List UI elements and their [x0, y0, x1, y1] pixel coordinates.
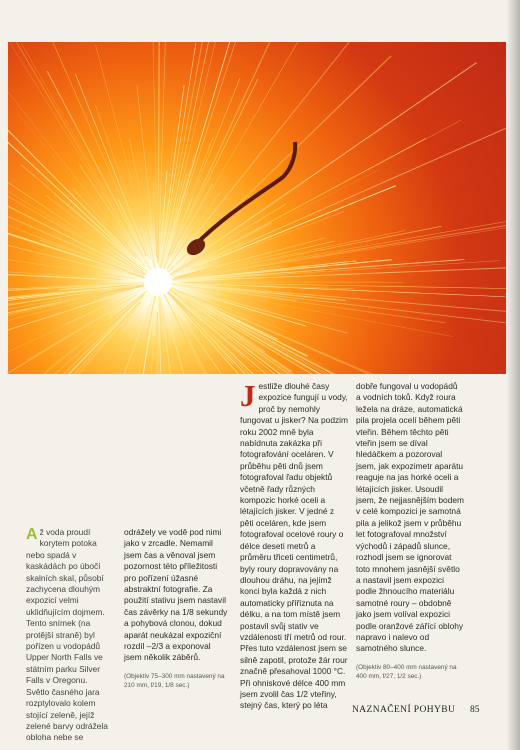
spark-streak — [26, 299, 141, 374]
spark-streak — [47, 71, 154, 275]
spark-streak — [174, 235, 239, 272]
spark-streak — [8, 291, 147, 374]
intro-dropcap: A — [26, 526, 38, 543]
spark-streak — [8, 167, 149, 277]
running-footer: NAZNAČENÍ POHYBU — [352, 705, 456, 715]
sparks-story-text: estliže dlouhé časy expozice fungují u vody, proč by nemohly fungovat u jisker? Na podzim roku 2002 mně byla nabídnuta zakázka při fotografování oceláren. V průběhu pěti dnů jsem fotografoval řadu objektů včetně řady různých kompozic horké oceli a létajících jisker. V jedné z pěti oceláren, kde jsem fotografoval ocelové roury o délce deseti metrů a průměru třiceti centimetrů, byly roury dopravovány na dlouhou dráhu, na jejímž konci byla každá z nich automaticky přiříznuta na délku, a na tom místě jsem postavil svůj stativ ve vzdálenosti tří metrů od rour. Přes tuto vzdálenost jsem se silně zapotil, protože žár rour značně přesahoval 1000 °C. Při ohniskové délce 400 mm jsem zvolil čas 1/2 vteřiny, stejný čas, který po léta — [240, 381, 348, 711]
spark-streak — [8, 294, 146, 374]
gutter-fade — [0, 527, 22, 687]
exposure-text: dobře fungoval u vodopádů a vodních toků. Když roura ležela na dráze, automatická pila projela ocelí během pěti vteřin. Během těchto pěti vteřin jsem se díval hledáčkem a pozoroval jsem, jak expozimetr aparátu reaguje na jas horké oceli a létajících jisker. Usoudil jsem, že nejjasnějším bodem v celé kompozici je samotná pila a jelikož jsem v průběhu let fotografoval množství východů i západů slunce, rozhodl jsem se ignorovat toto mnohem jasnější světlo a nastavil jsem expozici podle žhnoucího materiálu samotné roury – obdobně jako jsem volíval expozici podle oranžové zářící oblohy napravo i nalevo od samotného slunce. — [356, 381, 464, 654]
spark-streak — [170, 289, 474, 374]
spark-streak — [173, 63, 477, 272]
spark-streak — [18, 114, 139, 259]
story-dropcap: J — [240, 378, 256, 413]
intro-text: ž voda proudí korytem potoka nebo spadá v kaskádách po úbočí skalních skal, působí zachycena dlouhým expozicí velmi uklidňujícím dojmem. Tento snímek (na protější straně) byl pořízen u vodopádů Upper North Falls ve státním parku Silver Falls v Oregonu. Světlo časného jara rozptylovalo kolem stojící zeleně, jejíž zelené barvy odrážela obloha nebe se — [26, 527, 108, 743]
spark-streak — [126, 296, 155, 374]
exposure-column — [356, 381, 464, 681]
water-column — [124, 527, 229, 690]
spark-streak — [180, 283, 505, 297]
spark-core — [144, 268, 172, 296]
spark-streak — [8, 296, 134, 374]
sparks-story-column — [240, 378, 348, 712]
water-caption: (Objektiv 75–300 mm nastavený na 210 mm, f/19, 1/8 sec.) — [124, 672, 225, 689]
spark-streak — [184, 259, 464, 280]
page-number: 85 — [470, 705, 480, 715]
spark-streak — [158, 42, 159, 264]
sparks-photo — [8, 42, 506, 374]
spark-streak — [137, 85, 155, 253]
exposure-caption: (Objektiv 80–400 mm nastavený na 400 mm, f/27, 1/2 sec.) — [356, 663, 457, 680]
sparks-story-paragraph — [240, 378, 348, 712]
binding-shadow — [506, 0, 520, 750]
spark-streak — [15, 42, 143, 256]
spark-streak — [85, 301, 152, 374]
spark-streak — [8, 303, 139, 374]
water-text: odrážely ve vodě pod nimi jako v zrcadle. Nemamil jsem čas a věnoval jsem pozornost této příležitosti pro pořízení úžasné abstraktní fotografie. Za použití stativu jsem nastavil čas závěrky na 1/8 sekundy a pohybová clonou, dokud aparát neukázal expoziční rozdíl –2/3 a exponoval jsem několik záběrů. — [124, 527, 228, 663]
spark-streak — [160, 43, 196, 271]
spark-streak — [164, 42, 253, 263]
spark-streak — [8, 42, 150, 272]
sparks-graphic — [8, 42, 506, 374]
intro-paragraph — [26, 527, 108, 744]
spark-streak — [182, 298, 265, 352]
spark-streak — [170, 266, 284, 281]
intro-column — [26, 527, 108, 744]
spark-streak — [113, 309, 154, 374]
spark-streak — [171, 170, 379, 276]
